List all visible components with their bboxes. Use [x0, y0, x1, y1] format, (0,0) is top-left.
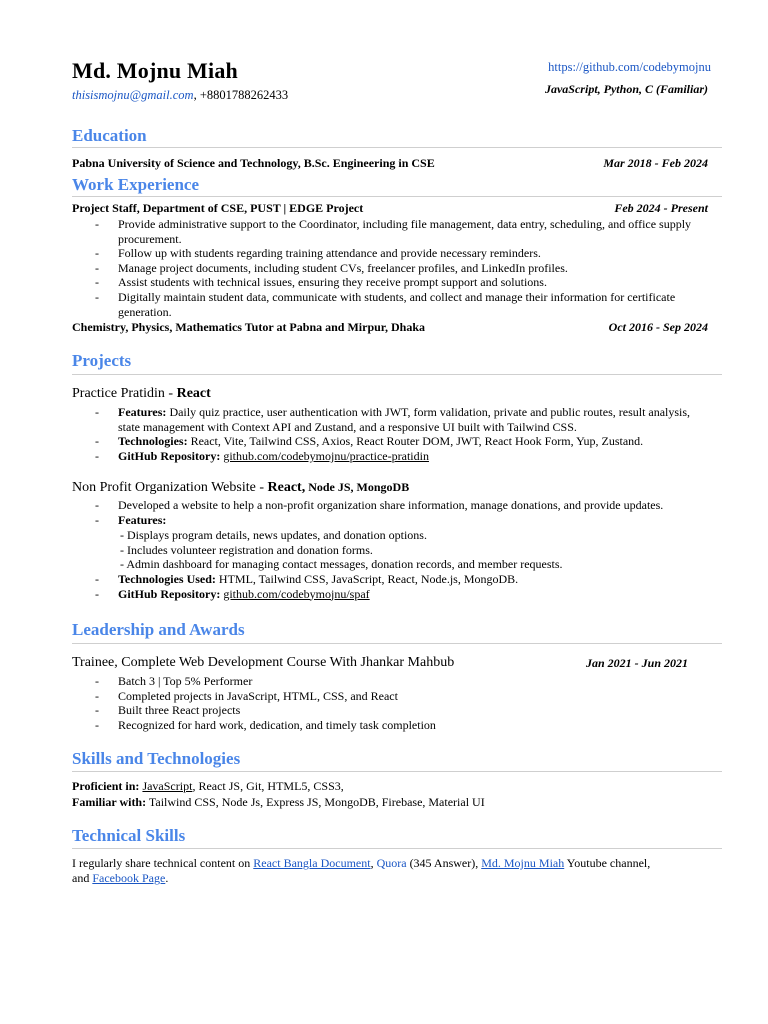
work-heading: Work Experience — [72, 175, 200, 194]
technical-text-part: Youtube channel, — [564, 856, 651, 870]
react-bangla-link[interactable]: React Bangla Document — [253, 856, 371, 870]
list-item — [95, 434, 705, 449]
projects-divider — [72, 374, 722, 375]
skills-divider — [72, 771, 722, 772]
skills-familiar — [72, 795, 712, 810]
languages-summary: JavaScript, Python, C (Familiar) — [544, 82, 708, 96]
projects-heading: Projects — [72, 351, 132, 370]
list-item — [95, 513, 705, 528]
proficient-label: Proficient in: — [72, 779, 140, 793]
list-item: - Follow up with students regarding training attendance and provide necessary reminders. — [95, 246, 705, 261]
technologies-text: React, Vite, Tailwind CSS, Axios, React Router DOM, JWT, React Hook Form, Yup, Zustand. — [187, 434, 644, 449]
project-1-repo-link[interactable]: github.com/codebymojnu/practice-pratidin — [223, 448, 429, 463]
quora-link[interactable]: Quora — [376, 856, 407, 870]
technical-text-part: I regularly share technical content on — [72, 856, 254, 870]
github-profile-link[interactable]: https://github.com/codebymojnu — [548, 60, 711, 74]
skills-heading: Skills and Technologies — [72, 749, 241, 768]
list-item — [95, 405, 705, 434]
list-item: - Completed projects in JavaScript, HTML, CSS, and React — [95, 689, 705, 704]
work-dates-1: Feb 2024 - Present — [614, 201, 708, 215]
list-item: - Displays program details, news updates, and donation options. — [120, 528, 427, 543]
list-item: - Admin dashboard for managing contact messages, donation records, and member requests. — [120, 557, 563, 572]
work-role-1: Project Staff, Department of CSE, PUST | EDGE Project — [72, 201, 364, 215]
phone-separator: , — [193, 88, 200, 102]
youtube-channel-link[interactable]: Md. Mojnu Miah — [481, 856, 565, 870]
project-2-stack-extra: Node JS, MongoDB — [305, 480, 410, 494]
work-entry-2 — [72, 320, 708, 335]
contact-line — [72, 88, 288, 103]
technical-text-part: , — [370, 856, 377, 870]
technical-text-part: and — [72, 871, 93, 885]
work-bullets-1 — [95, 217, 705, 319]
list-item — [95, 449, 705, 464]
education-heading: Education — [72, 126, 147, 145]
project-2-bullets — [95, 498, 705, 601]
technologies-label: Technologies Used: — [118, 571, 216, 586]
list-item — [95, 587, 705, 602]
technologies-text: HTML, Tailwind CSS, JavaScript, React, Node.js, MongoDB. — [215, 571, 519, 586]
features-label: Features: — [118, 512, 167, 527]
leadership-divider — [72, 643, 722, 644]
work-role-2: Chemistry, Physics, Mathematics Tutor at Pabna and Mirpur, Dhaka — [72, 320, 426, 334]
candidate-name: Md. Mojnu Miah — [72, 58, 238, 83]
list-item: - Digitally maintain student data, communicate with students, and collect and manage their information for certificate generation. — [95, 290, 705, 319]
facebook-page-link[interactable]: Facebook Page — [92, 871, 166, 885]
work-entry-1 — [72, 201, 708, 216]
project-2-stack: React, — [267, 480, 306, 495]
proficient-text: , React JS, Git, HTML5, CSS3, — [192, 779, 344, 793]
list-item: - Recognized for hard work, dedication, and timely task completion — [95, 718, 705, 733]
education-divider — [72, 147, 722, 148]
features-label: Features: — [118, 405, 167, 419]
education-dates: Mar 2018 - Feb 2024 — [603, 156, 708, 170]
leadership-role: Trainee, Complete Web Development Course With Jhankar Mahbub — [72, 655, 455, 670]
features-text: Daily quiz practice, user authentication with JWT, form validation, private and public routes, result analysis, state management with Context API and Zustand, and a responsive UI built with Tailwind CSS. — [118, 405, 691, 434]
list-item: - Manage project documents, including student CVs, freelancer profiles, and LinkedIn profiles. — [95, 261, 705, 276]
project-1-bullets — [95, 405, 705, 463]
list-item: - Built three React projects — [95, 703, 705, 718]
technologies-label: Technologies: — [118, 434, 188, 449]
project-2-repo-link[interactable]: github.com/codebymojnu/spaf — [223, 586, 370, 601]
list-item: - Assist students with technical issues, ensuring they receive prompt support and solutions. — [95, 275, 705, 290]
project-1-name: Practice Pratidin - — [72, 386, 177, 401]
email-link[interactable]: thisismojnu@gmail.com — [72, 88, 194, 102]
javascript-link[interactable]: JavaScript — [142, 779, 193, 793]
familiar-label: Familiar with: — [72, 795, 147, 809]
list-item: - Includes volunteer registration and donation forms. — [120, 542, 373, 557]
list-item: - Provide administrative support to the Coordinator, including file management, data entry, scheduling, and office supply procurement. — [95, 217, 705, 246]
project-1-title — [72, 386, 211, 402]
list-item: - Developed a website to help a non-profit organization share information, manage donations, and provide updates. — [95, 498, 705, 513]
project-2-title — [72, 480, 409, 496]
leadership-heading: Leadership and Awards — [72, 620, 245, 639]
technical-text-part: . — [165, 871, 169, 885]
technical-divider — [72, 848, 722, 849]
technical-text — [72, 856, 712, 886]
project-2-name: Non Profit Organization Website - — [72, 480, 268, 495]
list-item — [95, 572, 705, 587]
phone-number: +8801788262433 — [199, 88, 289, 102]
work-divider — [72, 196, 722, 197]
skills-proficient — [72, 779, 712, 794]
familiar-text: Tailwind CSS, Node Js, Express JS, MongoDB, Firebase, Material UI — [146, 795, 485, 809]
technical-heading: Technical Skills — [72, 826, 186, 845]
education-entry — [72, 156, 708, 171]
leadership-bullets — [95, 674, 705, 732]
work-dates-2: Oct 2016 - Sep 2024 — [608, 320, 708, 334]
repo-label: GitHub Repository: — [118, 448, 221, 463]
technical-text-part: (345 Answer), — [406, 856, 482, 870]
leadership-dates: Jan 2021 - Jun 2021 — [585, 656, 688, 670]
education-school: Pabna University of Science and Technology, B.Sc. Engineering in CSE — [72, 156, 435, 170]
project-1-stack: React — [176, 386, 211, 401]
leadership-entry — [72, 655, 688, 671]
list-item: - Batch 3 | Top 5% Performer — [95, 674, 705, 689]
repo-label: GitHub Repository: — [118, 586, 221, 601]
